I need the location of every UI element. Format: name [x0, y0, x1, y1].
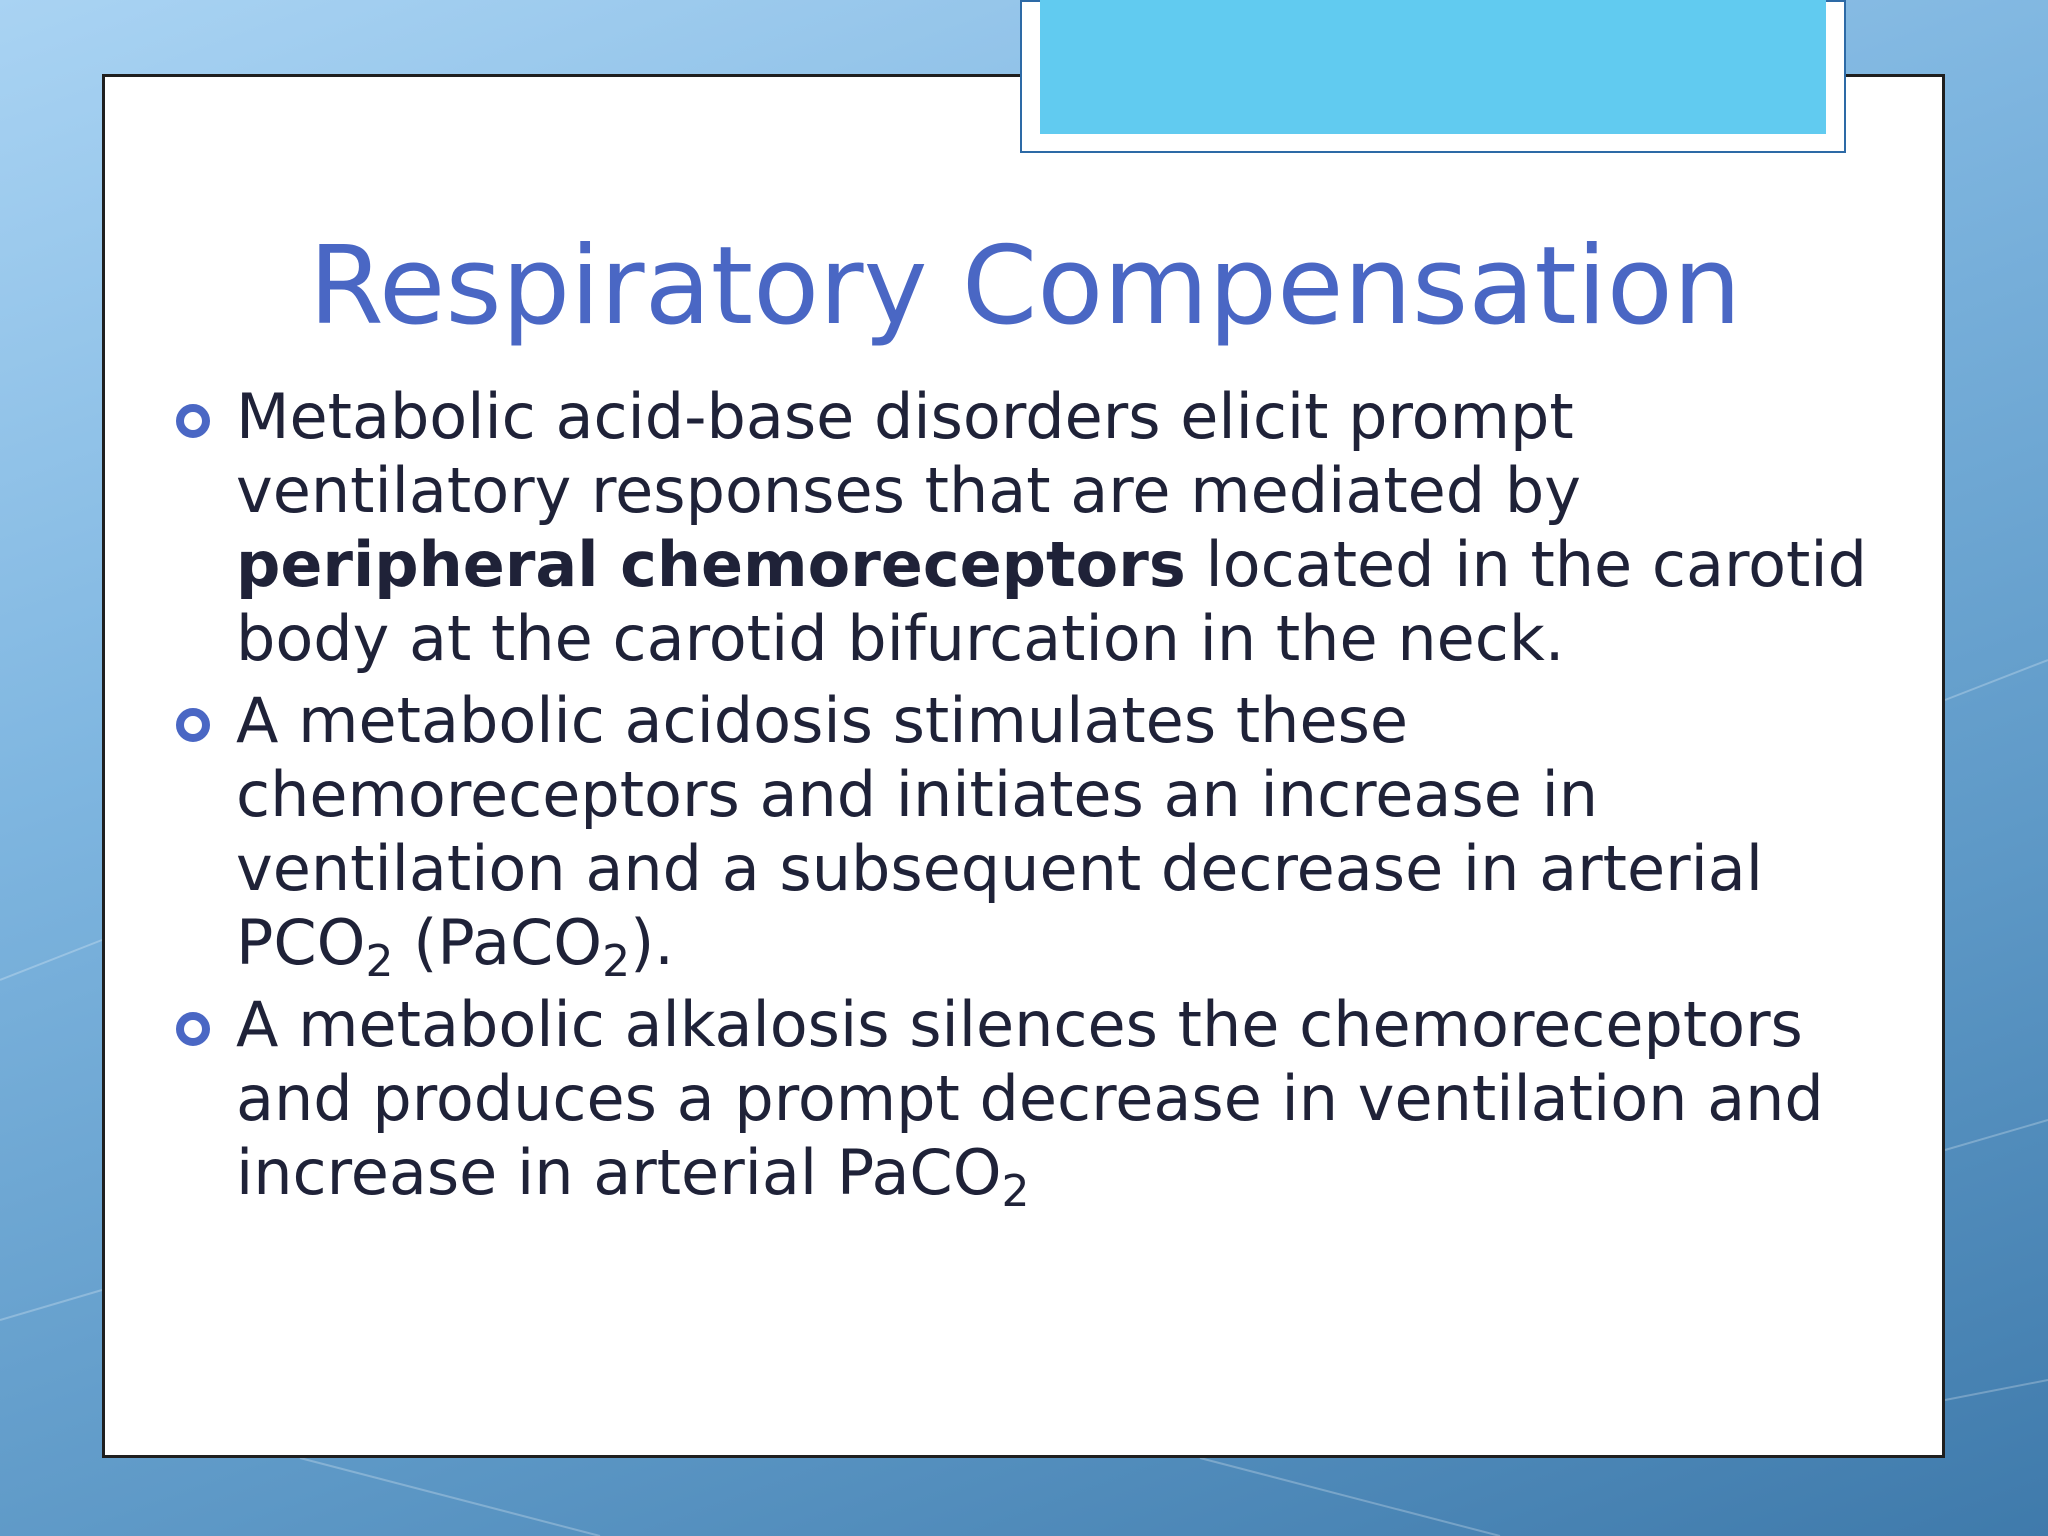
subscript: 2	[602, 936, 631, 987]
bullet-list	[170, 380, 1870, 1218]
bullet-bold-term: peripheral chemoreceptors	[236, 528, 1186, 601]
title-accent-box	[1040, 0, 1826, 134]
bullet-text: (PaCO	[393, 906, 603, 979]
bullet-text: A metabolic acidosis stimulates these chemoreceptors and initiates an increase in ventilation and a subsequent decrease in arterial PCO	[236, 684, 1764, 979]
bullet-circle-icon	[176, 404, 210, 438]
bullet-circle-icon	[176, 708, 210, 742]
subscript: 2	[1001, 1166, 1030, 1217]
subscript: 2	[365, 936, 394, 987]
slide-title: Respiratory Compensation	[308, 224, 1742, 349]
bullet-item	[170, 988, 1870, 1217]
bullet-text: Metabolic acid-base disorders elicit prompt ventilatory responses that are mediated by	[236, 380, 1581, 527]
bullet-text: located in the carotid body at the carotid bifurcation in the neck.	[236, 528, 1867, 675]
bullet-text: A metabolic alkalosis silences the chemoreceptors and produces a prompt decrease in ventilation and increase in arterial PaCO	[236, 988, 1824, 1209]
bullet-item	[170, 684, 1870, 987]
bullet-text: ).	[630, 906, 674, 979]
bullet-item	[170, 380, 1870, 676]
bullet-circle-icon	[176, 1012, 210, 1046]
